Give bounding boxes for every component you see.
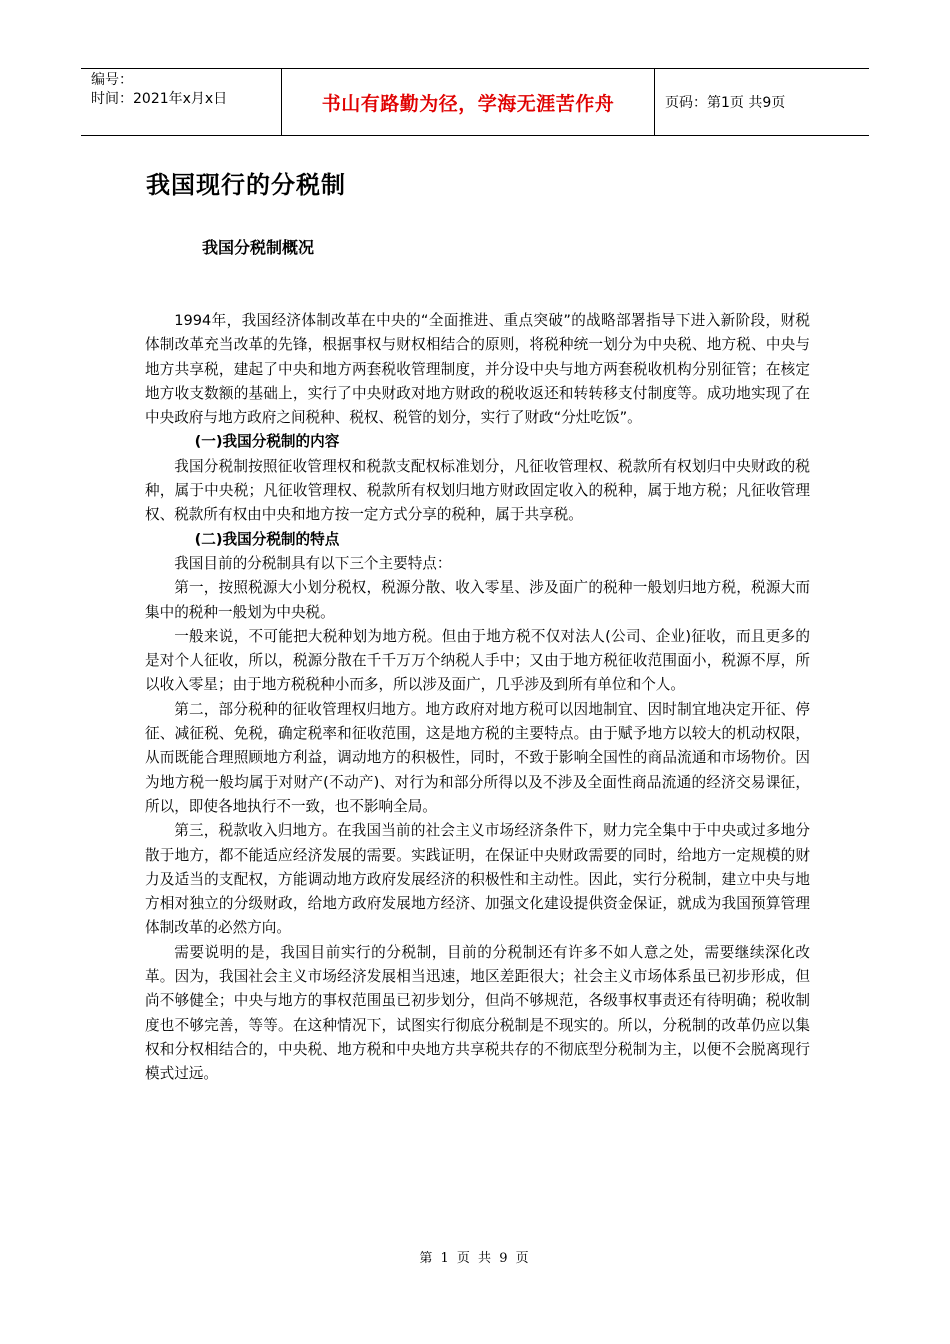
paragraph-feature-3: 第三，税款收入归地方。在我国当前的社会主义市场经济条件下，财力完全集中于中央或过多地分散于地方，都不能适应经济发展的需要。实践证明，在保证中央财政需要的同时，给地方一定规模的财力及适当的支配权，方能调动地方政府发展经济的积极性和主动性。因此，实行分税制，建立中央与地方相对独立的分级财政，给地方政府发展地方经济、加强文化建设提供资金保证，就成为我国预算管理体制改革的必然方向。 (145, 822, 810, 937)
paragraph-feature-2: 第二，部分税种的征收管理权归地方。地方政府对地方税可以因地制宜、因时制宜地决定开征、停征、减征税、免税，确定税率和征收范围，这是地方税的主要特点。由于赋予地方以较大的机动权限，从而既能合理照顾地方利益，调动地方的积极性，同时，不致于影响全国性的商品流通和市场物价。因为地方税一般均属于对财产(不动产)、对行为和部分所得以及不涉及全面性商品流通的经济交易课征，所以，即使各地执行不一致，也不影响全局。 (145, 700, 810, 815)
document-subtitle: 我国分税制概况 (202, 238, 315, 257)
paragraph-feature-1-detail: 一般来说，不可能把大税种划为地方税。但由于地方税不仅对法人(公司、企业)征收，而且更多的是对个人征收，所以，税源分散在千千万万个纳税人手中；又由于地方税征收范围面小，税源不厚，所以收入零星；由于地方税税种小而多，所以涉及面广，几乎涉及到所有单位和个人。 (145, 627, 810, 694)
header-motto: 书山有路勤为径，学海无涯苦作舟 (282, 69, 655, 135)
page-header (81, 68, 869, 136)
document-title: 我国现行的分税制 (146, 171, 346, 199)
header-page-info: 页码：第1页 共9页 (665, 95, 786, 111)
header-meta (81, 69, 282, 135)
paragraph-feature-1: 第一，按照税源大小划分税权，税源分散、收入零星、涉及面广的税种一般划归地方税，税源大而集中的税种一般划为中央税。 (145, 579, 810, 621)
header-number-label: 编号： (91, 72, 133, 88)
section-heading-content: (一)我国分税制的内容 (194, 433, 340, 451)
paragraph-note: 需要说明的是，我国目前实行的分税制，目前的分税制还有许多不如人意之处，需要继续深化改革。因为，我国社会主义市场经济发展相当迅速，地区差距很大；社会主义市场体系虽已初步形成，但尚不够健全；中央与地方的事权范围虽已初步划分，但尚不够规范，各级事权事责还有待明确；税收制度也不够完善，等等。在这种情况下，试图实行彻底分税制是不现实的。所以，分税制的改革仍应以集权和分权相结合的，中央税、地方税和中央地方共享税共存的不彻底型分税制为主，以便不会脱离现行模式过远。 (145, 943, 810, 1083)
page-footer: 第 1 页 共 9 页 (419, 1251, 531, 1266)
header-time-label: 时间：2021年x月x日 (91, 91, 228, 107)
section-heading-features: (二)我国分税制的特点 (194, 530, 340, 548)
paragraph-intro: 1994年，我国经济体制改革在中央的“全面推进、重点突破”的战略部署指导下进入新阶段，财税体制改革充当改革的先锋，根据事权与财权相结合的原则，将税种统一划分为中央税、地方税、中央与地方共享税，建起了中央和地方两套税收管理制度，并分设中央与地方两套税收机构分别征管；在核定地方收支数额的基础上，实行了中央财政对地方财政的税收返还和转转移支付制度等。成功地实现了在中央政府与地方政府之间税种、税权、税管的划分，实行了财政“分灶吃饭”。 (145, 312, 810, 427)
paragraph-features-intro: 我国目前的分税制具有以下三个主要特点： (174, 554, 452, 572)
document-body (145, 309, 810, 1087)
paragraph-content: 我国分税制按照征收管理权和税款支配权标准划分，凡征收管理权、税款所有权划归中央财政的税种，属于中央税；凡征收管理权、税款所有权划归地方财政固定收入的税种，属于地方税；凡征收管理权、税款所有权由中央和地方按一定方式分享的税种，属于共享税。 (145, 457, 810, 524)
